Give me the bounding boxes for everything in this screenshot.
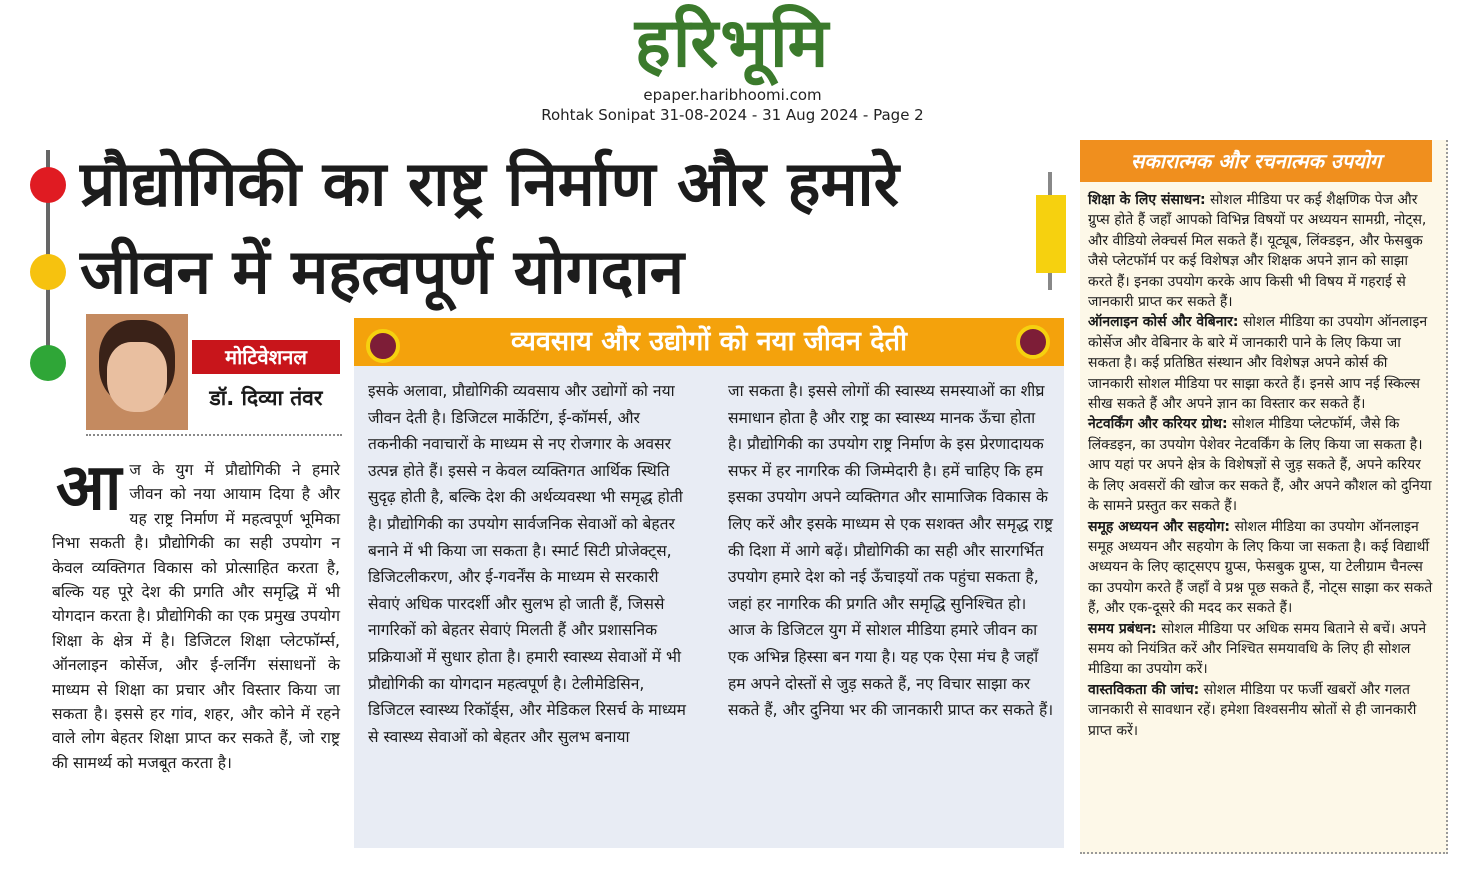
decorative-marker — [1036, 195, 1066, 273]
sidebar-body — [1088, 190, 1434, 741]
sidebar-item-text: सोशल मीडिया पर कई शैक्षणिक पेज और ग्रुप्स होते हैं जहाँ आपको विभिन्न विषयों पर अध्ययन सामग्री, नोट्स, और वीडियो लेक्चर्स मिल सकते हैं। यूट्यूब, लिंक्डइन, और फेसबुक जैसे प्लेटफॉर्म पर कई विशेषज्ञ और शिक्षक अपने ज्ञान को साझा करते हैं। इनका उपयोग करके आप किसी भी विषय में गहराई से जानकारी प्राप्त कर सकते हैं। — [1088, 192, 1427, 311]
sidebar-item-text: सोशल मीडिया पर अधिक समय बिताने से बचें। अपने समय को नियंत्रित करें और निश्चित समयावधि के लिए ही सोशल मीडिया का उपयोग करें। — [1088, 620, 1427, 678]
left-column-text — [52, 451, 340, 775]
column-tag: मोटिवेशनल — [192, 340, 340, 374]
sidebar-item-head: वास्तविकता की जांच: — [1088, 681, 1200, 698]
section-banner-title: व्यवसाय और उद्योगों को नया जीवन देती — [511, 326, 907, 357]
sidebar-item — [1088, 680, 1434, 741]
edition-line: Rohtak Sonipat 31-08-2024 - 31 Aug 2024 - Page 2 — [541, 106, 924, 124]
sidebar-item-head: नेटवर्किंग और करियर ग्रोथ: — [1088, 416, 1228, 433]
sidebar-title: सकारात्मक और रचनात्मक उपयोग — [1130, 149, 1382, 173]
divider — [86, 434, 342, 436]
article-headline: प्रौद्योगिकी का राष्ट्र निर्माण और हमारे जीवन में महत्वपूर्ण योगदान — [80, 147, 899, 308]
sidebar-item-text: सोशल मीडिया पर फर्जी खबरों और गलत जानकारी से सावधान रहें। हमेशा विश्वसनीय स्रोतों से ही जानकारी प्राप्त करें। — [1088, 681, 1417, 739]
sidebar-item — [1088, 312, 1434, 414]
author-photo — [86, 314, 188, 430]
sidebar-item-head: समूह अध्ययन और सहयोग: — [1088, 518, 1231, 535]
sidebar-item — [1088, 414, 1434, 516]
center-column-2: जा सकता है। इससे लोगों की स्वास्थ्य समस्याओं का शीघ्र समाधान होता है और राष्ट्र का स्वास्थ्य मानक ऊँचा होता है। प्रौद्योगिकी का उपयोग राष्ट्र निर्माण के इस प्रेरणादायक सफर में हर नागरिक की जिम्मेदारी है। हमें चाहिए कि हम इसका उपयोग अपने व्यक्तिगत और सामाजिक विकास के लिए करें और इसके माध्यम से एक सशक्त और समृद्ध राष्ट्र की दिशा में आगे बढ़ें। प्रौद्योगिकी का सही और सारगर्भित उपयोग हमारे देश को नई ऊँचाइयों तक पहुंचा सकता है, जहां हर नागरिक की प्रगति और समृद्धि सुनिश्चित हो। आज के डिजिटल युग में सोशल मीडिया हमारे जीवन का एक अभिन्न हिस्सा बन गया है। यह एक ऐसा मंच है जहाँ हम अपने दोस्तों से जुड़ सकते हैं, नए विचार साझा कर सकते हैं, और दुनिया भर की जानकारी प्राप्त कर सकते हैं। — [728, 382, 1054, 720]
sidebar-item-text: सोशल मीडिया का उपयोग ऑनलाइन समूह अध्ययन और सहयोग के लिए किया जा सकता है। कई विद्यार्थी अध्ययन के लिए व्हाट्सएप ग्रुप्स, फेसबुक ग्रुप्स, या टेलीग्राम चैनल्स का उपयोग करते हैं जहाँ वे प्रश्न पूछ सकते हैं, नोट्स साझा कर सकते हैं, और एक-दूसरे की मदद कर सकते हैं। — [1088, 518, 1433, 617]
red-light-icon — [30, 167, 66, 203]
yellow-light-icon — [30, 254, 66, 290]
sidebar-item-text: सोशल मीडिया का उपयोग ऑनलाइन कोर्सेज और वेबिनार के बारे में जानकारी पाने के लिए किया जा सकता है। कई प्रतिष्ठित संस्थान और विशेषज्ञ अपने कोर्स की जानकारी सोशल मीडिया पर साझा करते हैं। इनसे आप नई स्किल्स सीख सकते हैं और अपने ज्ञान का विस्तार कर सकते हैं। — [1088, 314, 1428, 413]
sidebar-item — [1088, 190, 1434, 312]
newspaper-logo: हरिभूमि — [634, 4, 831, 83]
dropcap: आ — [56, 451, 122, 525]
bullet-icon — [1016, 325, 1050, 359]
green-light-icon — [30, 345, 66, 381]
sidebar-item — [1088, 619, 1434, 680]
site-url: epaper.haribhoomi.com — [643, 86, 822, 104]
sidebar-item-head: ऑनलाइन कोर्स और वेबिनार: — [1088, 314, 1239, 331]
sidebar-item — [1088, 517, 1434, 619]
center-column-1: इसके अलावा, प्रौद्योगिकी व्यवसाय और उद्योगों को नया जीवन देती है। डिजिटल मार्केटिंग, ई-कॉमर्स, और तकनीकी नवाचारों के माध्यम से नए रोजगार के अवसर उत्पन्न होते हैं। इससे न केवल व्यक्तिगत आर्थिक स्थिति सुदृढ़ होती है, बल्कि देश की अर्थव्यवस्था भी समृद्ध होती है। प्रौद्योगिकी का उपयोग सार्वजनिक सेवाओं को बेहतर बनाने में भी किया जा सकता है। स्मार्ट सिटी प्रोजेक्ट्स, डिजिटलीकरण, और ई-गवर्नेंस के माध्यम से सरकारी सेवाएं अधिक पारदर्शी और सुलभ हो जाती हैं, जिससे नागरिकों को बेहतर सेवाएं मिलती हैं और प्रशासनिक प्रक्रियाओं में सुधार होता है। हमारी स्वास्थ्य सेवाओं में भी प्रौद्योगिकी का योगदान महत्वपूर्ण है। टेलीमेडिसिन, डिजिटल स्वास्थ्य रिकॉर्ड्स, और मेडिकल रिसर्च के माध्यम से स्वास्थ्य सेवाओं को बेहतर और सुलभ बनाया — [368, 382, 687, 746]
left-column-body: ज के युग में प्रौद्योगिकी ने हमारे जीवन को नया आयाम दिया है और यह राष्ट्र निर्माण में महत्वपूर्ण भूमिका निभा सकती है। प्रौद्योगिकी का सही उपयोग न केवल व्यक्तिगत विकास को प्रोत्साहित करता है, बल्कि यह पूरे देश की प्रगति और समृद्धि में भी योगदान करता है। प्रौद्योगिकी का एक प्रमुख उपयोग शिक्षा के क्षेत्र में है। डिजिटल शिक्षा प्लेटफॉर्म्स, ऑनलाइन कोर्सेज, और ई-लर्निंग संसाधनों के माध्यम से शिक्षा का प्रचार और विस्तार किया जा सकता है। इससे हर गांव, शहर, और कोने में रहने वाले लोग बेहतर शिक्षा प्राप्त कर सकते हैं, जो राष्ट्र की सामर्थ्य को मजबूत करता है। — [52, 461, 340, 772]
bullet-icon — [366, 329, 400, 363]
author-name: डॉ. दिव्या तंवर — [209, 386, 323, 410]
sidebar-item-head: समय प्रबंधन: — [1088, 620, 1157, 637]
sidebar-item-head: शिक्षा के लिए संसाधन: — [1088, 192, 1206, 208]
sidebar-item-text: सोशल मीडिया प्लेटफॉर्म, जैसे कि लिंक्डइन, का उपयोग पेशेवर नेटवर्किंग के लिए किया जा सकता है। आप यहां पर अपने क्षेत्र के विशेषज्ञों से जुड़ सकते हैं, अपने करियर के लिए अवसरों की खोज कर सकते हैं, और अपने कौशल को दुनिया के सामने प्रस्तुत कर सकते हैं। — [1088, 416, 1432, 515]
